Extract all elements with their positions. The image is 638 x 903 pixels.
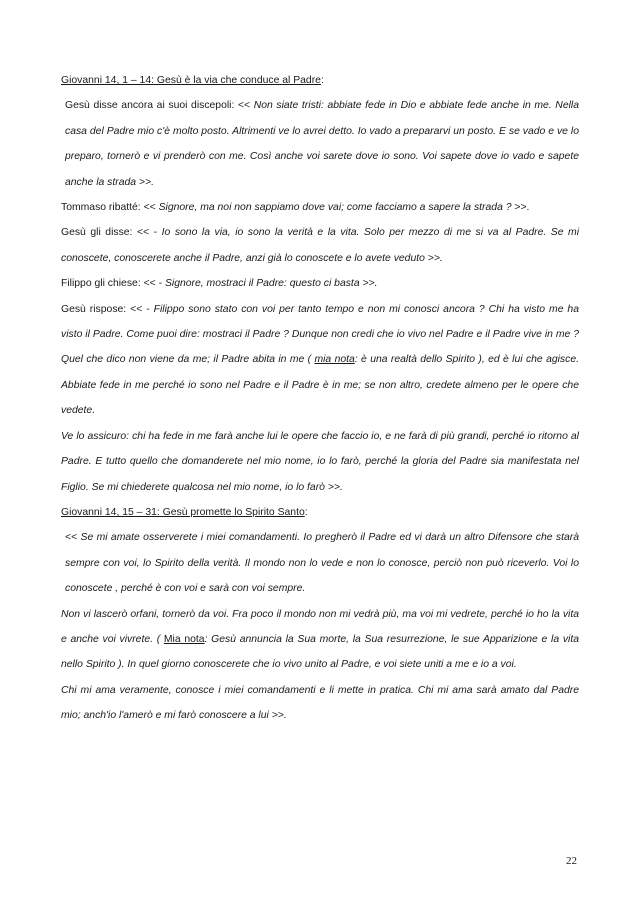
paragraph-7-text: Se mi amate osserverete i miei comandamenti. Io pregherò il Padre ed vi darà un altro Difensore che starà sempre con voi, lo Spirito della verità. Il mondo non lo vede e non lo conosce, perciò non può riceverlo. Voi lo conoscete , perché è con voi e sarà con voi sempre. (65, 532, 579, 595)
paragraph-3-intro: Gesù gli disse: << - (61, 227, 162, 239)
paragraph-8-text-2: : Gesù annuncia la Sua morte, la Sua resurrezione, le sue Apparizione e la vita nello Spirito ). In quel giorno conoscerete che io vivo unito al Padre, e voi siete uniti a me e io a voi. (61, 633, 579, 671)
paragraph-1-quote: Non siate tristi: abbiate fede in Dio e abbiate fede anche in me. Nella casa del Padre mio c'è molto posto. Altrimenti ve lo avrei detto. Io vado a prepararvi un posto. E se vado e ve lo preparo, tornerò e vi prenderò con me. Così anche voi sarete dove io sono. Voi sapete dove io vado e sapete anche la strada >>. (65, 100, 579, 188)
paragraph-9: Chi mi ama veramente, conosce i miei comandamenti e li mette in pratica. Chi mi ama sarà amato dal Padre mio; anch'io l'amerò e mi farò conoscere a lui >>. (61, 684, 579, 722)
paragraph-2-quote: Signore, ma noi non sappiamo dove vai; come facciamo a sapere la strada ? (158, 202, 512, 214)
paragraph-5-quote-2: : è una realtà dello Spirito ), ed è lui che agisce. Abbiate fede in me perché io sono nel Padre e il Padre è in me; se non altro, credete almeno per le opere che vedete. (61, 354, 579, 417)
section-heading-2-colon: : (304, 506, 308, 518)
paragraph-1 (61, 93, 579, 195)
section-heading-2-title: Giovanni 14, 15 – 31: Gesù promette lo Spirito Santo (61, 506, 305, 518)
paragraph-7 (61, 525, 579, 601)
section-heading-1 (61, 68, 579, 93)
paragraph-8 (61, 602, 579, 678)
paragraph-7-open: << (65, 532, 81, 544)
section-heading-1-colon: : (320, 75, 324, 86)
paragraph-8-text-1: Non vi lascerò orfani, tornerò da voi. Fra poco il mondo non mi vedrà più, ma voi mi vedrete, perché io ho la vita e anche voi vivrete. ( (61, 608, 579, 645)
paragraph-3 (61, 220, 579, 271)
paragraph-2-end: >>. (511, 202, 530, 214)
paragraph-4 (61, 271, 579, 296)
paragraph-1-intro: Gesù disse ancora ai suoi discepoli: << (65, 100, 254, 112)
paragraph-3-quote: Io sono la via, io sono la verità e la vita. Solo per mezzo di me si va al Padre. Se mi conoscete, conoscerete anche il Padre, anzi già lo conoscete e lo avete veduto >>. (61, 227, 580, 264)
paragraph-4-intro: Filippo gli chiese: << - (61, 278, 165, 290)
section-heading-2 (61, 500, 579, 525)
paragraph-2 (61, 195, 579, 220)
section-heading-1-title: Giovanni 14, 1 – 14: Gesù è la via che conduce al Padre (61, 75, 321, 86)
paragraph-5-note-label: mia nota (314, 354, 355, 366)
page-number: 22 (566, 855, 577, 867)
paragraph-5 (61, 297, 579, 424)
paragraph-8-note-label: Mia nota (163, 633, 205, 645)
document-body (61, 68, 579, 729)
paragraph-5-quote-1: Filippo sono stato con voi per tanto tempo e non mi conosci ancora ? Chi ha visto me ha visto il Padre. Come puoi dire: mostraci il Padre ? Dunque non credi che io vivo nel Padre e il Padre vive in me ? Quel che dico non viene da me; il Padre abita in me ( (61, 303, 579, 366)
paragraph-2-intro: Tommaso ribatté: << (61, 202, 159, 214)
paragraph-6: Ve lo assicuro: chi ha fede in me farà anche lui le opere che faccio io, e ne farà di più grandi, perché io ritorno al Padre. E tutto quello che domanderete nel mio nome, io lo farò, perché la gloria del Padre sia manifestata nel Figlio. Se mi chiederete qualcosa nel mio nome, io lo farò >>. (61, 430, 579, 493)
paragraph-4-quote: Signore, mostraci il Padre: questo ci basta >>. (164, 278, 378, 290)
paragraph-5-intro: Gesù rispose: << - (61, 303, 154, 315)
